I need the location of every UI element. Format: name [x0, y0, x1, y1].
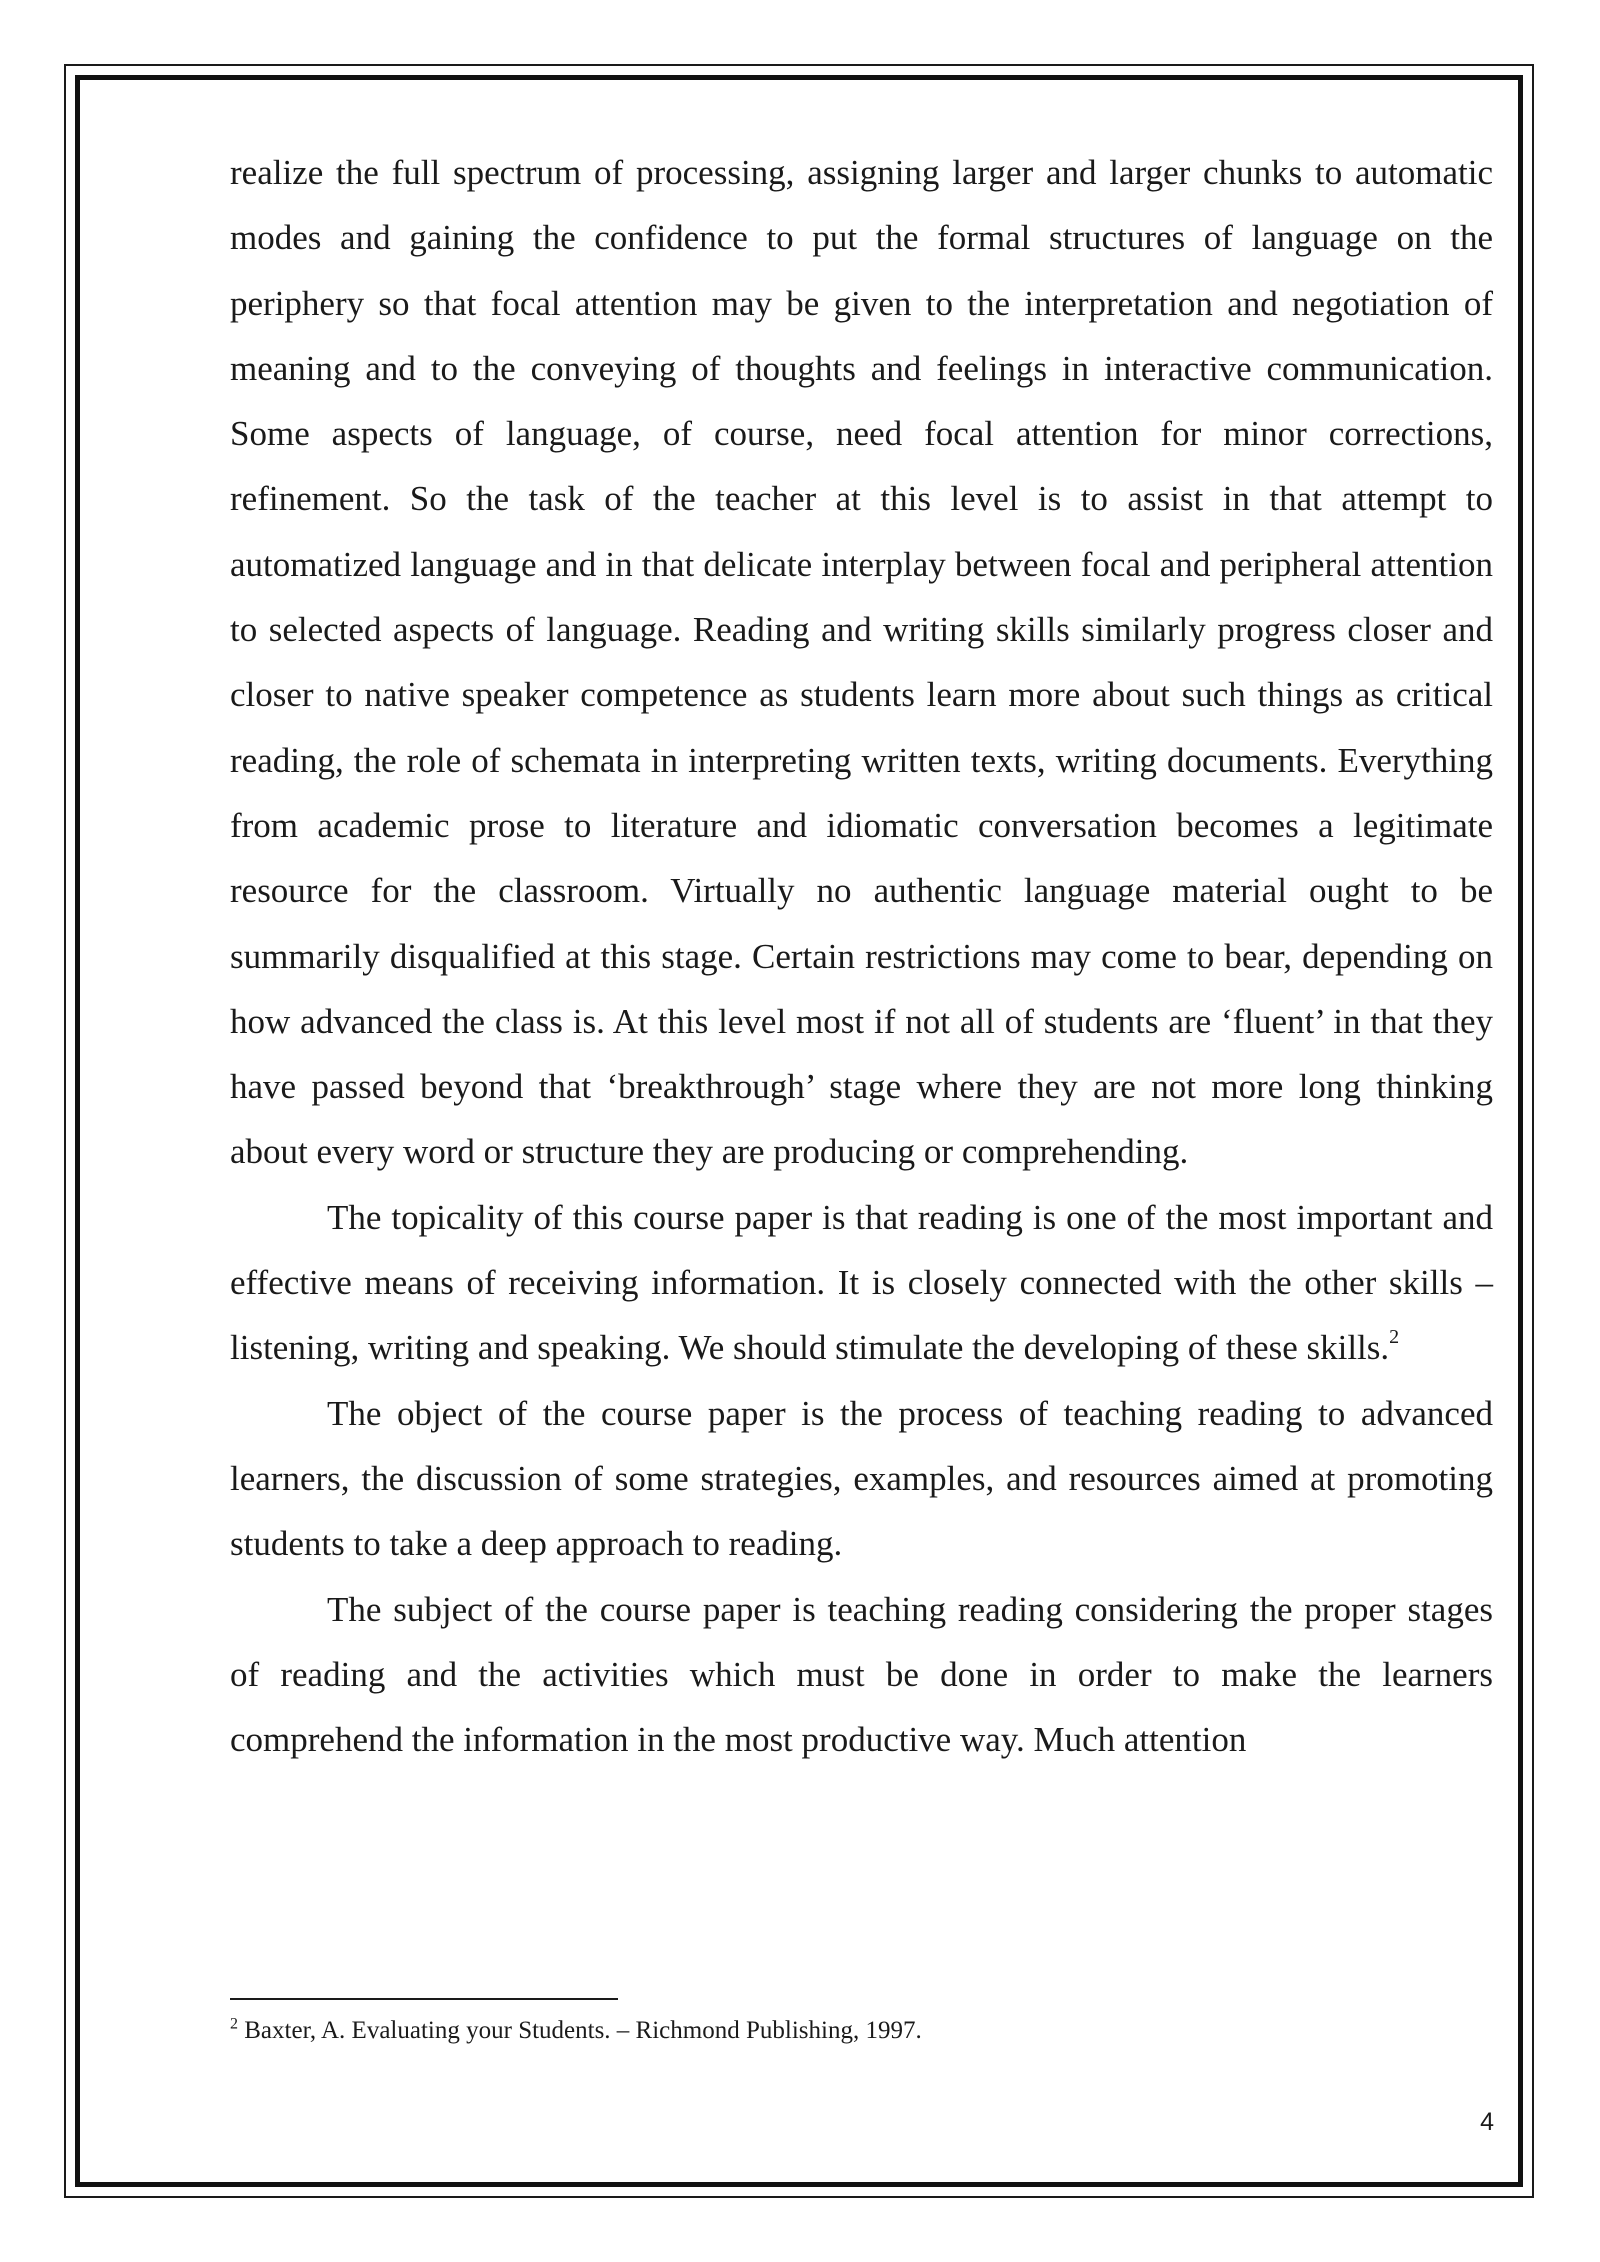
paragraph-object: The object of the course paper is the process of teaching reading to advanced learners, the discussion of some strategies, examples, and resources aimed at promoting students to take a deep approach to reading.: [230, 1393, 1493, 1564]
page-number: 4: [1480, 2108, 1494, 2136]
footnote-reference[interactable]: 2: [1389, 1325, 1400, 1348]
paragraph-continuation: realize the full spectrum of processing, assigning larger and larger chunks to automatic modes and gaining the confidence to put the formal structures of language on the periphery so that focal attention may be given to the interpretation and negotiation of meaning and to the conveying of thoughts and feelings in interactive communication. Some aspects of language, of course, need focal attention for minor corrections, refinement. So the task of the teacher at this level is to assist in that attempt to automatized language and in that delicate interplay between focal and peripheral attention to selected aspects of language. Reading and writing skills similarly progress closer and closer to native speaker competence as students learn more about such things as critical reading, the role of schemata in interpreting written texts, writing documents. Everything from academic prose to literature and idiomatic conversation becomes a legitimate resource for the classroom. Virtually no authentic language material ought to be summarily disqualified at this stage. Certain restrictions may come to bear, depending on how advanced the class is. At this level most if not all of students are ‘fluent’ in that they have passed beyond that ‘breakthrough’ stage where they are not more long thinking about every word or structure they are producing or comprehending.: [230, 153, 1493, 1172]
paragraph-subject: The subject of the course paper is teaching reading considering the proper stages of reading and the activities which must be done in order to make the learners comprehend the information in the most productive way. Much attention: [230, 1589, 1493, 1760]
footnote-text: Baxter, A. Evaluating your Students. – Richmond Publishing, 1997.: [238, 2017, 922, 2044]
paragraph-topicality: [230, 1185, 1493, 1381]
footnote-marker: 2: [230, 2015, 238, 2033]
footnote: [230, 2017, 922, 2045]
body-text: [230, 140, 1493, 1772]
footnote-separator: [230, 1998, 618, 2000]
paragraph-topicality-text: The topicality of this course paper is that reading is one of the most important and effective means of receiving information. It is closely connected with the other skills – listening, writing and speaking. We should stimulate the developing of these skills.: [230, 1197, 1493, 1368]
